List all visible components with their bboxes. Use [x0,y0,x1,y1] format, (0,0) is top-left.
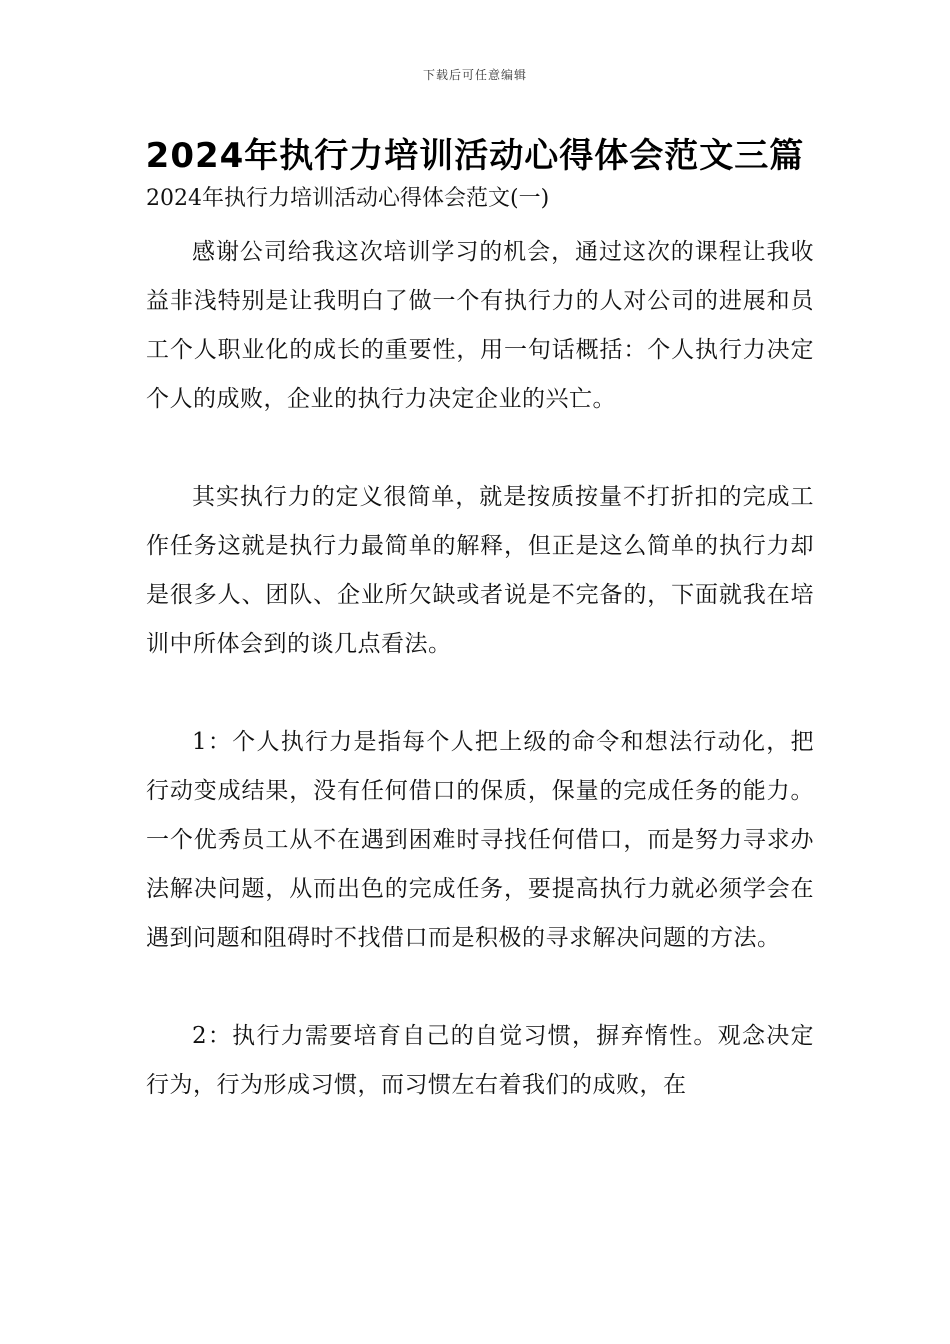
paragraph-1: 感谢公司给我这次培训学习的机会，通过这次的课程让我收益非浅特别是让我明白了做一个有执行力的人对公司的进展和员工个人职业化的成长的重要性，用一句话概括：个人执行力决定个人的成败，企业的执行力决定企业的兴亡。 [146,239,814,412]
paragraph-3: 1：个人执行力是指每个人把上级的命令和想法行动化，把行动变成结果，没有任何借口的保质，保量的完成任务的能力。一个优秀员工从不在遇到困难时寻找任何借口，而是努力寻求办法解决问题，从而出色的完成任务，要提高执行力就必须学会在遇到问题和阻碍时不找借口而是积极的寻求解决问题的方法。 [146,729,814,951]
document-body [146,228,814,1110]
section-subtitle: 2024年执行力培训活动心得体会范文(一) [146,186,550,211]
header-note: 下载后可任意编辑 [422,68,527,82]
document-title: 2024年执行力培训活动心得体会范文三篇 [145,136,805,176]
paragraph-4: 2：执行力需要培育自己的自觉习惯，摒弃惰性。观念决定行为，行为形成习惯，而习惯左右着我们的成败，在 [146,1023,814,1098]
paragraph-2: 其实执行力的定义很简单，就是按质按量不打折扣的完成工作任务这就是执行力最简单的解释，但正是这么简单的执行力却是很多人、团队、企业所欠缺或者说是不完备的，下面就我在培训中所体会到的谈几点看法。 [146,484,814,657]
